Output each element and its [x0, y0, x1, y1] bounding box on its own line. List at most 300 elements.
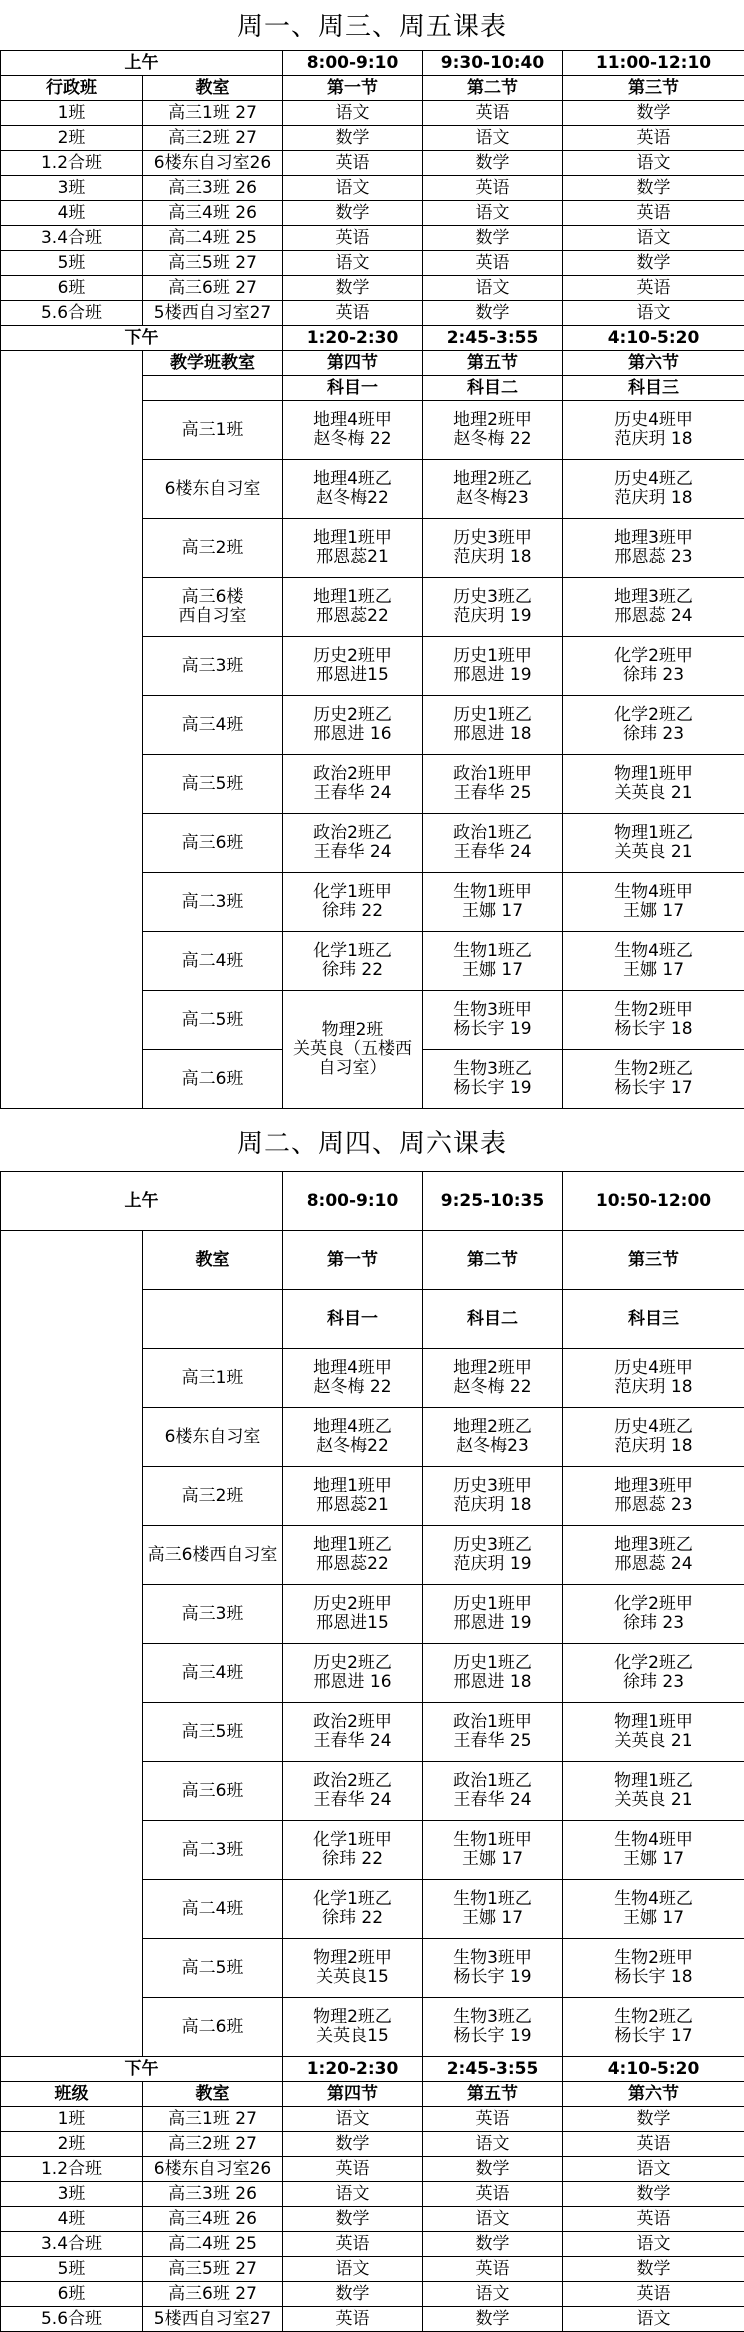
cell-line: 王娜 17 [423, 1850, 562, 1869]
cell-line: 生物3班甲 [423, 1949, 562, 1968]
time-slot: 8:00-9:10 [283, 1172, 423, 1231]
table-cell: 语文 [423, 2207, 563, 2232]
blank-cell [143, 376, 283, 401]
column-header: 第三节 [563, 76, 744, 101]
cell-line: 徐玮 22 [283, 902, 422, 921]
room-name: 高三5班 [143, 1723, 282, 1742]
time-slot: 4:10-5:20 [563, 326, 744, 351]
cell-line: 生物4班甲 [563, 883, 744, 902]
class-cell [423, 519, 563, 578]
room-cell [143, 578, 283, 637]
cell-line: 物理1班甲 [563, 765, 744, 784]
cell-line: 生物4班乙 [563, 1890, 744, 1909]
cell-line: 地理2班甲 [423, 1359, 562, 1378]
table-row [1, 126, 744, 151]
class-cell [283, 1998, 423, 2057]
cell-line: 王春华 24 [283, 1791, 422, 1810]
room-name: 高二6班 [143, 2018, 282, 2037]
table-row [1, 226, 744, 251]
room-cell [143, 1644, 283, 1703]
table-cell: 英语 [423, 2107, 563, 2132]
schedule-2-title: 周二、周四、周六课表 [0, 1109, 744, 1171]
table-cell: 数学 [423, 2307, 563, 2332]
class-cell [563, 1703, 744, 1762]
table-cell: 数学 [423, 151, 563, 176]
cell-line: 历史1班甲 [423, 1595, 562, 1614]
cell-line: 化学2班乙 [563, 706, 744, 725]
class-cell [563, 1585, 744, 1644]
room-name: 高三6楼 [143, 588, 282, 607]
cell-line: 政治1班乙 [423, 824, 562, 843]
cell-line: 王娜 17 [423, 1909, 562, 1928]
cell-line: 政治2班甲 [283, 1713, 422, 1732]
class-cell [563, 1998, 744, 2057]
cell-line: 赵冬梅22 [283, 489, 422, 508]
table-cell: 英语 [563, 2132, 744, 2157]
cell-line: 历史1班乙 [423, 706, 562, 725]
cell-line: 历史2班甲 [283, 647, 422, 666]
table-cell: 2班 [1, 126, 143, 151]
table-cell: 高三2班 27 [143, 2132, 283, 2157]
column-header: 第三节 [563, 1231, 744, 1290]
class-cell [283, 1644, 423, 1703]
cell-line: 邢恩蕊21 [283, 1496, 422, 1515]
room-cell [143, 1821, 283, 1880]
table-cell: 5.6合班 [1, 301, 143, 326]
pm-column-header-row [1, 2082, 744, 2107]
cell-line: 物理1班甲 [563, 1713, 744, 1732]
table-cell: 语文 [423, 126, 563, 151]
cell-line: 范庆玥 18 [563, 489, 744, 508]
cell-line: 王春华 24 [283, 843, 422, 862]
table-cell: 高三3班 26 [143, 2182, 283, 2207]
am-label: 上午 [1, 1172, 283, 1231]
class-cell [563, 1762, 744, 1821]
cell-line: 邢恩进 18 [423, 1673, 562, 1692]
time-slot: 1:20-2:30 [283, 2057, 423, 2082]
cell-line: 徐玮 23 [563, 666, 744, 685]
cell-line: 邢恩蕊21 [283, 548, 422, 567]
class-cell [423, 578, 563, 637]
table-row [1, 301, 744, 326]
table-cell: 高三5班 27 [143, 251, 283, 276]
class-cell [423, 932, 563, 991]
class-cell [563, 1408, 744, 1467]
column-header: 第五节 [423, 351, 563, 376]
table-cell: 3班 [1, 176, 143, 201]
class-cell [423, 1644, 563, 1703]
class-cell [563, 1939, 744, 1998]
cell-line: 王娜 17 [423, 961, 562, 980]
room-cell [143, 1998, 283, 2057]
class-cell [423, 1585, 563, 1644]
room-name: 高二6班 [143, 1070, 282, 1089]
cell-line: 王娜 17 [563, 961, 744, 980]
cell-line: 关英良15 [283, 2027, 422, 2046]
table-cell: 高三6班 27 [143, 2282, 283, 2307]
cell-line: 王春华 25 [423, 784, 562, 803]
table-cell: 语文 [563, 2232, 744, 2257]
class-cell [283, 1880, 423, 1939]
class-cell [283, 1526, 423, 1585]
cell-line: 化学2班甲 [563, 1595, 744, 1614]
cell-line: 历史1班甲 [423, 647, 562, 666]
column-header: 班级 [1, 2082, 143, 2107]
class-cell [423, 637, 563, 696]
room-cell [143, 1939, 283, 1998]
cell-line: 王春华 24 [283, 1732, 422, 1751]
pm-column-header-row [1, 351, 744, 376]
cell-line: 范庆玥 18 [423, 548, 562, 567]
cell-line: 关英良15 [283, 1968, 422, 1987]
pm-header-row [1, 2057, 744, 2082]
cell-line: 历史4班乙 [563, 470, 744, 489]
cell-line: 邢恩蕊22 [283, 1555, 422, 1574]
class-cell [283, 755, 423, 814]
time-slot: 11:00-12:10 [563, 51, 744, 76]
table-cell: 6班 [1, 276, 143, 301]
class-cell [283, 696, 423, 755]
cell-line: 政治1班乙 [423, 1772, 562, 1791]
room-name: 高二4班 [143, 952, 282, 971]
cell-line: 历史2班乙 [283, 1654, 422, 1673]
table-row [1, 2307, 744, 2332]
table-cell: 高二4班 25 [143, 226, 283, 251]
class-cell [283, 873, 423, 932]
cell-line: 范庆玥 19 [423, 1555, 562, 1574]
time-slot: 1:20-2:30 [283, 326, 423, 351]
table-cell: 数学 [423, 226, 563, 251]
merged-class-line: 自习室） [283, 1059, 422, 1078]
cell-line: 地理2班乙 [423, 470, 562, 489]
cell-line: 邢恩蕊22 [283, 607, 422, 626]
room-name: 6楼东自习室 [143, 1428, 282, 1447]
column-header: 第四节 [283, 2082, 423, 2107]
class-cell [563, 578, 744, 637]
cell-line: 王春华 25 [423, 1732, 562, 1751]
cell-line: 地理4班乙 [283, 470, 422, 489]
cell-line: 徐玮 22 [283, 1850, 422, 1869]
subject-header: 科目二 [423, 1290, 563, 1349]
table-row [1, 2282, 744, 2307]
cell-line: 物理2班乙 [283, 2008, 422, 2027]
room-cell [143, 1526, 283, 1585]
cell-line: 邢恩进 16 [283, 725, 422, 744]
table-cell: 6班 [1, 2282, 143, 2307]
table-cell: 语文 [563, 2157, 744, 2182]
cell-line: 赵冬梅 22 [423, 1378, 562, 1397]
cell-line: 地理4班乙 [283, 1418, 422, 1437]
column-header: 第六节 [563, 2082, 744, 2107]
class-cell [423, 401, 563, 460]
cell-line: 地理4班甲 [283, 411, 422, 430]
room-name: 6楼东自习室 [143, 480, 282, 499]
cell-line: 生物3班乙 [423, 2008, 562, 2027]
table-cell: 语文 [283, 2107, 423, 2132]
table-cell: 高二4班 25 [143, 2232, 283, 2257]
table-cell: 语文 [283, 101, 423, 126]
class-cell [563, 991, 744, 1050]
cell-line: 物理1班乙 [563, 824, 744, 843]
table-cell: 语文 [423, 201, 563, 226]
class-cell [283, 460, 423, 519]
column-header-row [1, 76, 744, 101]
cell-line: 政治2班甲 [283, 765, 422, 784]
cell-line: 生物4班甲 [563, 1831, 744, 1850]
class-cell [563, 401, 744, 460]
cell-line: 邢恩蕊 24 [563, 1555, 744, 1574]
table-cell: 英语 [423, 176, 563, 201]
table-cell: 1.2合班 [1, 2157, 143, 2182]
room-name: 高三4班 [143, 1664, 282, 1683]
pm-header-row [1, 326, 744, 351]
cell-line: 赵冬梅22 [283, 1437, 422, 1456]
room-cell [143, 1585, 283, 1644]
cell-line: 邢恩蕊 23 [563, 548, 744, 567]
cell-line: 化学2班乙 [563, 1654, 744, 1673]
column-header: 第五节 [423, 2082, 563, 2107]
room-name: 高二3班 [143, 893, 282, 912]
class-cell [563, 1050, 744, 1109]
table-cell: 高三2班 27 [143, 126, 283, 151]
class-cell [563, 696, 744, 755]
class-cell [283, 1821, 423, 1880]
table-cell: 高三3班 26 [143, 176, 283, 201]
table-cell: 英语 [283, 2232, 423, 2257]
column-header: 教室 [143, 1231, 283, 1290]
pm-label: 下午 [1, 326, 283, 351]
column-header: 教学班教室 [143, 351, 283, 376]
table-cell: 5班 [1, 251, 143, 276]
table-cell: 语文 [423, 276, 563, 301]
column-header: 教室 [143, 2082, 283, 2107]
table-cell: 高三4班 26 [143, 201, 283, 226]
class-cell [423, 1703, 563, 1762]
cell-line: 生物1班乙 [423, 1890, 562, 1909]
table-cell: 英语 [423, 2182, 563, 2207]
cell-line: 邢恩进15 [283, 1614, 422, 1633]
cell-line: 王春华 24 [423, 1791, 562, 1810]
time-slot: 4:10-5:20 [563, 2057, 744, 2082]
table-cell: 数学 [423, 2232, 563, 2257]
table-cell: 数学 [283, 2282, 423, 2307]
cell-line: 邢恩进 18 [423, 725, 562, 744]
cell-line: 邢恩进 16 [283, 1673, 422, 1692]
table-cell: 英语 [423, 2257, 563, 2282]
table-cell: 英语 [423, 251, 563, 276]
class-cell [423, 755, 563, 814]
table-cell: 语文 [283, 176, 423, 201]
table-row [1, 2132, 744, 2157]
table-cell: 1.2合班 [1, 151, 143, 176]
cell-line: 赵冬梅 22 [283, 430, 422, 449]
cell-line: 关英良 21 [563, 1732, 744, 1751]
column-header: 教室 [143, 76, 283, 101]
class-cell [283, 1703, 423, 1762]
merged-class-cell [283, 991, 423, 1109]
cell-line: 政治1班甲 [423, 1713, 562, 1732]
class-cell [283, 1467, 423, 1526]
cell-line: 王娜 17 [563, 902, 744, 921]
column-header: 第二节 [423, 1231, 563, 1290]
cell-line: 生物1班乙 [423, 942, 562, 961]
table-cell: 高三5班 27 [143, 2257, 283, 2282]
cell-line: 杨长宇 19 [423, 2027, 562, 2046]
table-cell: 数学 [563, 2182, 744, 2207]
cell-line: 邢恩进 19 [423, 1614, 562, 1633]
cell-line: 地理4班甲 [283, 1359, 422, 1378]
table-cell: 2班 [1, 2132, 143, 2157]
subject-header: 科目一 [283, 1290, 423, 1349]
class-cell [283, 519, 423, 578]
class-cell [563, 1467, 744, 1526]
class-cell [563, 460, 744, 519]
cell-line: 政治1班甲 [423, 765, 562, 784]
room-cell [143, 519, 283, 578]
table-row [1, 2232, 744, 2257]
table-cell: 英语 [283, 301, 423, 326]
table-row [1, 2107, 744, 2132]
class-cell [423, 814, 563, 873]
cell-line: 化学1班乙 [283, 942, 422, 961]
cell-line: 徐玮 23 [563, 1673, 744, 1692]
cell-line: 生物2班乙 [563, 1060, 744, 1079]
cell-line: 邢恩蕊 24 [563, 607, 744, 626]
cell-line: 邢恩进 19 [423, 666, 562, 685]
class-cell [283, 1585, 423, 1644]
cell-line: 生物2班甲 [563, 1949, 744, 1968]
table-cell: 英语 [283, 226, 423, 251]
cell-line: 地理3班乙 [563, 588, 744, 607]
subject-header: 科目三 [563, 1290, 744, 1349]
column-header: 行政班 [1, 76, 143, 101]
cell-line: 地理3班甲 [563, 1477, 744, 1496]
column-header: 第四节 [283, 351, 423, 376]
room-name: 高二4班 [143, 1900, 282, 1919]
class-cell [423, 696, 563, 755]
room-name: 高三1班 [143, 1369, 282, 1388]
subject-header: 科目一 [283, 376, 423, 401]
room-name: 高二3班 [143, 1841, 282, 1860]
schedule-1-table [0, 50, 744, 1109]
table-cell: 数学 [563, 101, 744, 126]
table-row [1, 176, 744, 201]
class-cell [283, 1349, 423, 1408]
time-slot: 2:45-3:55 [423, 2057, 563, 2082]
room-cell [143, 401, 283, 460]
table-cell: 6楼东自习室26 [143, 2157, 283, 2182]
table-row [1, 2257, 744, 2282]
cell-line: 杨长宇 19 [423, 1968, 562, 1987]
class-cell [423, 991, 563, 1050]
cell-line: 王娜 17 [423, 902, 562, 921]
class-cell [563, 814, 744, 873]
cell-line: 关英良 21 [563, 843, 744, 862]
room-cell [143, 991, 283, 1050]
cell-line: 物理1班乙 [563, 1772, 744, 1791]
class-cell [283, 814, 423, 873]
cell-line: 王春华 24 [283, 784, 422, 803]
table-cell: 4班 [1, 2207, 143, 2232]
table-row [1, 251, 744, 276]
cell-line: 赵冬梅23 [423, 1437, 562, 1456]
cell-line: 地理1班甲 [283, 529, 422, 548]
table-cell: 3班 [1, 2182, 143, 2207]
class-cell [283, 401, 423, 460]
cell-line: 杨长宇 19 [423, 1020, 562, 1039]
cell-line: 杨长宇 19 [423, 1079, 562, 1098]
table-cell: 数学 [423, 301, 563, 326]
cell-line: 杨长宇 18 [563, 1968, 744, 1987]
room-name: 高三3班 [143, 1605, 282, 1624]
table-cell: 英语 [283, 2157, 423, 2182]
schedule-1-title: 周一、周三、周五课表 [0, 0, 744, 50]
class-cell [563, 1821, 744, 1880]
class-cell [563, 1880, 744, 1939]
cell-line: 范庆玥 19 [423, 607, 562, 626]
class-cell [423, 1526, 563, 1585]
cell-line: 历史1班乙 [423, 1654, 562, 1673]
class-cell [423, 1880, 563, 1939]
table-cell: 数学 [283, 126, 423, 151]
table-cell: 5.6合班 [1, 2307, 143, 2332]
cell-line: 范庆玥 18 [563, 1437, 744, 1456]
room-cell [143, 755, 283, 814]
class-cell [283, 1939, 423, 1998]
blank-cell [1, 1231, 143, 2057]
schedule-2-table [0, 1171, 744, 2332]
cell-line: 政治2班乙 [283, 824, 422, 843]
merged-class-line: 关英良（五楼西 [283, 1040, 422, 1059]
table-cell: 1班 [1, 101, 143, 126]
cell-line: 历史3班乙 [423, 1536, 562, 1555]
room-name: 高三6班 [143, 1782, 282, 1801]
class-cell [423, 460, 563, 519]
table-cell: 英语 [563, 126, 744, 151]
room-name: 高三6楼西自习室 [143, 1546, 282, 1565]
class-cell [563, 637, 744, 696]
cell-line: 徐玮 23 [563, 1614, 744, 1633]
cell-line: 化学1班甲 [283, 883, 422, 902]
time-slot: 9:25-10:35 [423, 1172, 563, 1231]
table-cell: 数学 [283, 276, 423, 301]
am-header-row [1, 1172, 744, 1231]
table-cell: 数学 [283, 2132, 423, 2157]
class-cell [563, 873, 744, 932]
room-name: 西自习室 [143, 607, 282, 626]
cell-line: 范庆玥 18 [563, 1378, 744, 1397]
room-cell [143, 932, 283, 991]
table-cell: 高三1班 27 [143, 2107, 283, 2132]
column-header: 第一节 [283, 76, 423, 101]
table-row [1, 101, 744, 126]
cell-line: 杨长宇 18 [563, 1020, 744, 1039]
cell-line: 政治2班乙 [283, 1772, 422, 1791]
table-row [1, 201, 744, 226]
table-row [1, 2157, 744, 2182]
cell-line: 范庆玥 18 [563, 430, 744, 449]
class-cell [283, 1762, 423, 1821]
table-cell: 3.4合班 [1, 226, 143, 251]
class-cell [563, 519, 744, 578]
cell-line: 邢恩蕊 23 [563, 1496, 744, 1515]
table-cell: 语文 [423, 2132, 563, 2157]
am-label: 上午 [1, 51, 283, 76]
class-cell [423, 1939, 563, 1998]
table-cell: 3.4合班 [1, 2232, 143, 2257]
cell-line: 徐玮 22 [283, 1909, 422, 1928]
class-cell [283, 637, 423, 696]
